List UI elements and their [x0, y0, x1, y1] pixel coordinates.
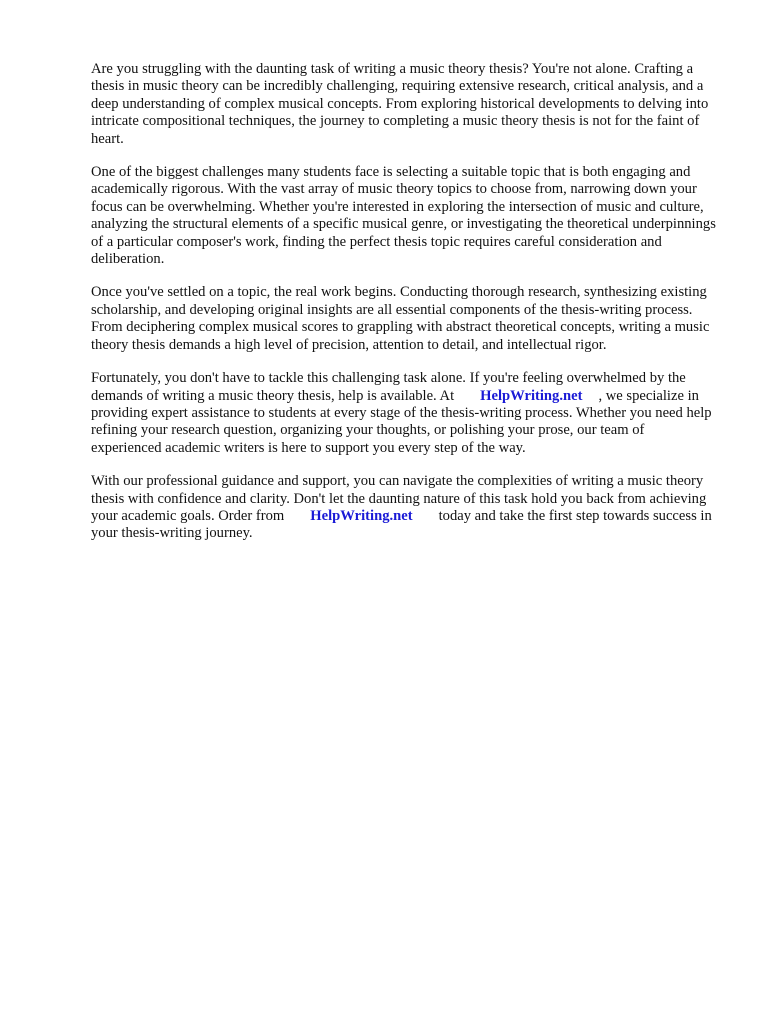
paragraph-call-to-action: [91, 473, 717, 543]
paragraph-help-offer-text-after: , we specialize in providing expert assistance to students at every stage of the thesis-writing process. Whether you need help refining your research question, organizing your thoughts, or polishing your prose, our team of experienced academic writers is here to support you every step of the way.: [91, 387, 712, 456]
paragraph-call-to-action-text-before: With our professional guidance and support, you can navigate the complexities of writing a music theory thesis with confidence and clarity. Don't let the daunting nature of this task hold you back from achieving your academic goals. Order from: [91, 473, 707, 524]
paragraph-research: Once you've settled on a topic, the real work begins. Conducting thorough research, synthesizing existing scholarship, and developing original insights are all essential components of the thesis-writing process. From deciphering complex musical scores to grappling with abstract theoretical concepts, writing a music theory thesis demands a high level of precision, attention to detail, and intellectual rigor.: [91, 284, 710, 353]
helpwriting-order-link[interactable]: HelpWriting.net: [310, 507, 413, 524]
helpwriting-link[interactable]: HelpWriting.net: [480, 387, 583, 404]
paragraph-intro: Are you struggling with the daunting task of writing a music theory thesis? You're not alone. Crafting a thesis in music theory can be incredibly challenging, requiring extensive research, critical analysis, and a deep understanding of complex musical concepts. From exploring historical developments to delving into intricate compositional techniques, the journey to completing a music theory thesis is not for the faint of heart.: [91, 61, 709, 147]
paragraph-topic-selection: One of the biggest challenges many students face is selecting a suitable topic that is both engaging and academically rigorous. With the vast array of music theory topics to choose from, narrowing down your focus can be overwhelming. Whether you're interested in exploring the intersection of music and culture, analyzing the structural elements of a specific musical genre, or investigating the theoretical underpinnings of a particular composer's work, finding the perfect thesis topic requires careful consideration and deliberation.: [91, 164, 716, 268]
paragraph-help-offer: [91, 370, 717, 457]
document-body: [91, 61, 717, 559]
paragraph-help-offer-text-before: Fortunately, you don't have to tackle this challenging task alone. If you're feeling overwhelmed by the demands of writing a music theory thesis, help is available. At: [91, 370, 686, 404]
paragraph-call-to-action-text-after: today and take the first step towards success in your thesis-writing journey.: [91, 507, 712, 542]
